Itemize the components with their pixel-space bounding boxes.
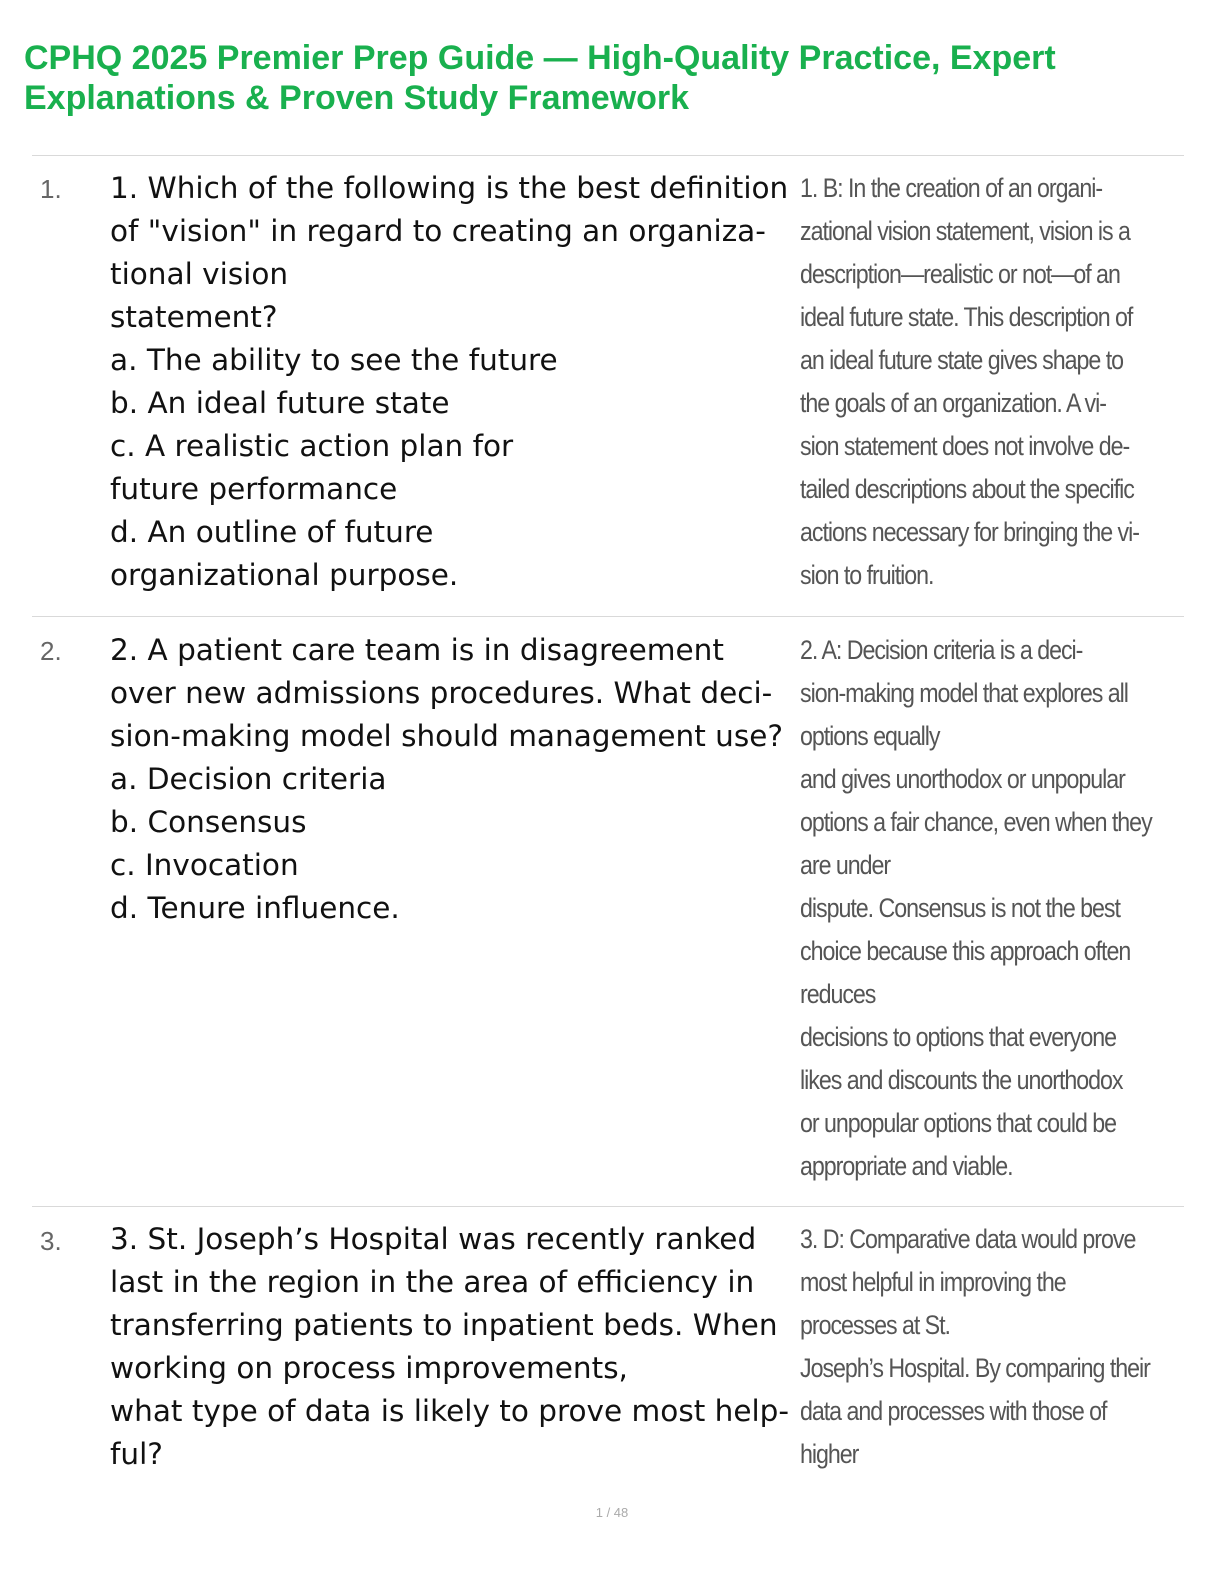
document-title: [24, 38, 1184, 118]
answer-line: and gives unorthodox or unpopular: [800, 764, 1125, 794]
option-a: a. Decision criteria: [110, 762, 387, 796]
question-text: [110, 167, 800, 597]
answer-explanation: [800, 629, 1190, 1188]
answer-line: description—realistic or not—of an: [800, 259, 1120, 289]
answer-line: an ideal future state gives shape to: [800, 345, 1123, 375]
answer-line: or unpopular options that could be: [800, 1108, 1117, 1138]
answer-line: likes and discounts the unorthodox: [800, 1065, 1123, 1095]
question-line: working on process improvements,: [110, 1351, 628, 1385]
item-number: 3.: [40, 1226, 62, 1256]
answer-line: the goals of an organization. A vi-: [800, 388, 1106, 418]
divider-2: [32, 1206, 1184, 1207]
answer-line: zational vision statement, vision is a: [800, 216, 1130, 246]
answer-line: higher: [800, 1439, 859, 1469]
option-c: c. A realistic action plan for: [110, 429, 514, 463]
answer-line: options a fair chance, even when they: [800, 807, 1152, 837]
answer-line: actions necessary for bringing the vi-: [800, 517, 1139, 547]
answer-line: dispute. Consensus is not the best: [800, 893, 1120, 923]
answer-line: sion-making model that explores all: [800, 678, 1128, 708]
answer-line: 2. A: Decision criteria is a deci-: [800, 635, 1083, 665]
answer-line: tailed descriptions about the specific: [800, 474, 1134, 504]
option-d: d. Tenure influence.: [110, 891, 400, 925]
answer-explanation: [800, 167, 1190, 597]
option-a: a. The ability to see the future: [110, 343, 558, 377]
answer-line: choice because this approach often: [800, 936, 1131, 966]
answer-line: options equally: [800, 721, 940, 751]
answer-line: 3. D: Comparative data would prove: [800, 1224, 1136, 1254]
answer-line: 1. B: In the creation of an organi-: [800, 173, 1103, 203]
question-line: last in the region in the area of efficiency in: [110, 1265, 755, 1299]
question-line: transferring patients to inpatient beds. When: [110, 1308, 778, 1342]
answer-line: most helpful in improving the: [800, 1267, 1066, 1297]
answer-line: Joseph’s Hospital. By comparing their: [800, 1353, 1150, 1383]
option-d: d. An outline of future: [110, 515, 434, 549]
answer-line: sion to fruition.: [800, 560, 934, 590]
question-text: [110, 1218, 800, 1476]
question-line: statement?: [110, 300, 278, 334]
question-line: tional vision: [110, 257, 289, 291]
option-d-cont: organizational purpose.: [110, 558, 459, 592]
answer-explanation: [800, 1218, 1190, 1476]
question-line: 2. A patient care team is in disagreement: [110, 633, 724, 667]
answer-line: reduces: [800, 979, 876, 1009]
question-line: ful?: [110, 1437, 163, 1471]
question-line: over new admissions procedures. What deci-: [110, 676, 773, 710]
answer-line: decisions to options that everyone: [800, 1022, 1117, 1052]
question-line: 1. Which of the following is the best definition: [110, 171, 789, 205]
option-b: b. An ideal future state: [110, 386, 450, 420]
divider-top: [32, 155, 1184, 156]
item-number: 1.: [40, 174, 62, 204]
page-number: 1 / 48: [595, 1505, 629, 1520]
answer-line: are under: [800, 850, 891, 880]
answer-line: ideal future state. This description of: [800, 302, 1133, 332]
question-line: sion-making model should management use?: [110, 719, 784, 753]
answer-line: processes at St.: [800, 1310, 950, 1340]
answer-line: appropriate and viable.: [800, 1151, 1013, 1181]
item-number: 2.: [40, 636, 62, 666]
answer-line: sion statement does not involve de-: [800, 431, 1130, 461]
question-text: [110, 629, 800, 930]
question-line: of "vision" in regard to creating an organiza-: [110, 214, 766, 248]
option-c: c. Invocation: [110, 848, 299, 882]
divider-1: [32, 616, 1184, 617]
option-b: b. Consensus: [110, 805, 307, 839]
title-line-1: CPHQ 2025 Premier Prep Guide — High-Quality Practice, Expert: [24, 39, 1056, 77]
title-line-2: Explanations & Proven Study Framework: [24, 79, 690, 117]
answer-line: data and processes with those of: [800, 1396, 1107, 1426]
option-c-cont: future performance: [110, 472, 398, 506]
question-line: what type of data is likely to prove most help-: [110, 1394, 790, 1428]
question-line: 3. St. Joseph’s Hospital was recently ranked: [110, 1222, 757, 1256]
